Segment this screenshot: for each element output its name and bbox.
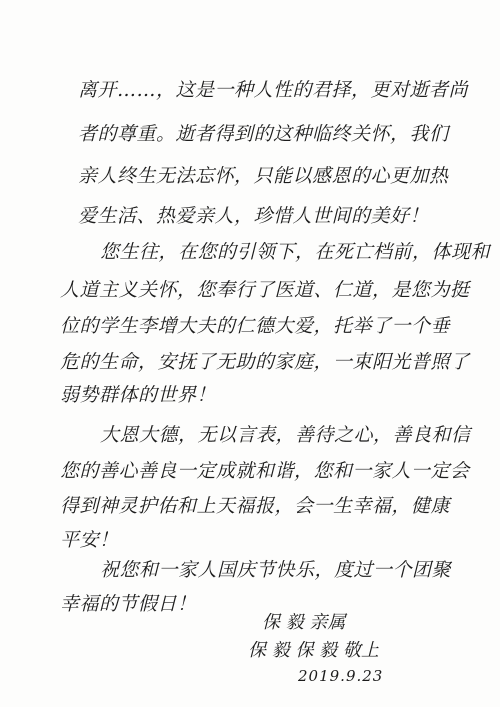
letter-line: 离开……，这是一种人性的君择，更对逝者尚 xyxy=(78,79,469,101)
letter-line: 您生往，在您的引领下，在死亡档前，体现和 xyxy=(100,241,491,263)
letter-line: 平安！ xyxy=(60,529,119,551)
letter-line: 位的学生李增大夫的仁德大爱，托举了一个垂 xyxy=(60,315,451,337)
letter-line: 者的尊重。逝者得到的这种临终关怀，我们 xyxy=(78,123,449,145)
letter-line: 人道主义关怀，您奉行了医道、仁道，是您为挺 xyxy=(60,279,470,301)
letter-line: 您的善心善良一定成就和谐，您和一家人一定会 xyxy=(60,460,470,482)
letter-line: 爱生活、热爱亲人，珍惜人世间的美好！ xyxy=(78,205,430,227)
letter-line: 弱势群体的世界！ xyxy=(60,384,217,406)
letter-line: 幸福的节假日！ xyxy=(60,593,197,615)
letter-line: 亲人终生无法忘怀，只能以感恩的心更加热 xyxy=(78,165,449,187)
letter-line: 得到神灵护佑和上天福报，会一生幸福，健康 xyxy=(60,495,451,517)
signature-line: 保 毅 保 毅 敬上 xyxy=(248,640,379,661)
letter-line: 祝您和一家人国庆节快乐，度过一个团聚 xyxy=(100,559,452,581)
letter-line: 大恩大德，无以言表，善待之心，善良和信 xyxy=(100,424,471,446)
signature-date: 2019.9.23 xyxy=(298,667,384,685)
letter-line: 危的生命，安抚了无助的家庭，一束阳光普照了 xyxy=(60,351,470,373)
signature-line: 保 毅 亲属 xyxy=(262,612,346,633)
